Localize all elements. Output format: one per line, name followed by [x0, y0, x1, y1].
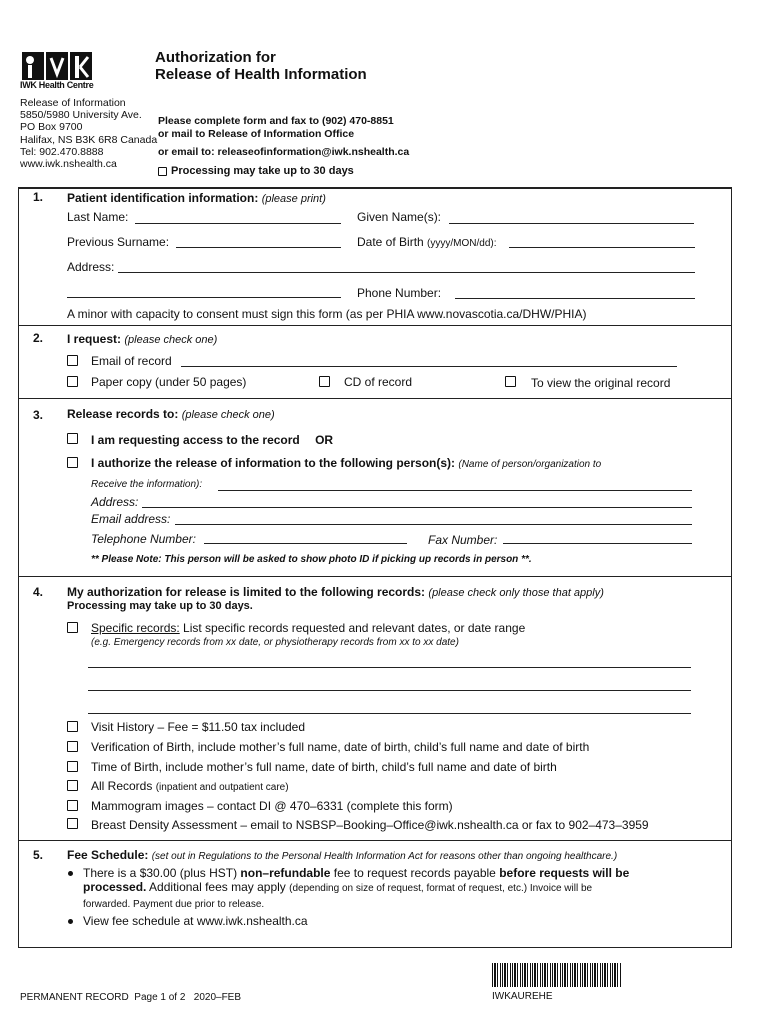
receive-info-field[interactable]: [218, 490, 692, 491]
fee-bullet-1: [83, 866, 683, 912]
visit-history-checkbox[interactable]: [67, 721, 78, 732]
recipient-address-field[interactable]: [142, 507, 692, 508]
recipient-email-field[interactable]: [175, 524, 692, 525]
logo-caption: IWK Health Centre: [20, 80, 94, 90]
fee-text: before requests will be: [499, 866, 630, 880]
time-of-birth-checkbox[interactable]: [67, 761, 78, 772]
cd-of-record-checkbox[interactable]: [319, 376, 330, 387]
title-line2: Release of Health Information: [155, 66, 367, 83]
section-divider: [18, 840, 732, 841]
fee-text: (depending on size of request, format of request, etc.) Invoice will be: [289, 883, 593, 894]
specific-records-text: List specific records requested and relevant dates, or date range: [183, 621, 526, 635]
view-original-checkbox[interactable]: [505, 376, 516, 387]
processing-checkbox[interactable]: [158, 167, 167, 176]
form-code: IWKAUREHE: [492, 991, 553, 1002]
section3-title-note: (please check one): [181, 409, 275, 421]
section5-title: [67, 848, 617, 862]
specific-records-line-2[interactable]: [88, 690, 691, 691]
instruction-line: Please complete form and fax to (902) 470-8851: [158, 115, 394, 127]
fee-bullet-2: View fee schedule at www.iwk.nshealth.ca: [83, 914, 308, 928]
address-block: [20, 97, 157, 170]
cd-of-record-label: CD of record: [344, 375, 413, 389]
verification-of-birth-label: Verification of Birth, include mother’s full name, date of birth, child’s full name and date of birth: [91, 740, 590, 754]
all-records-checkbox[interactable]: [67, 780, 78, 791]
iwk-logo-icon: [20, 48, 95, 82]
authorize-release-checkbox[interactable]: [67, 457, 78, 468]
specific-records-line-1[interactable]: [88, 667, 691, 668]
specific-records-label-text: Specific records:: [91, 621, 180, 635]
email-of-record-checkbox[interactable]: [67, 355, 78, 366]
fee-text: There is a $30.00 (plus HST): [83, 866, 241, 880]
section1-title-text: Patient identification information:: [67, 191, 259, 205]
self-access-label: [91, 433, 333, 447]
section-divider: [18, 325, 732, 326]
self-access-checkbox[interactable]: [67, 433, 78, 444]
section5-number: 5.: [33, 848, 44, 862]
email-of-record-label: Email of record: [91, 354, 172, 368]
section1-number: 1.: [33, 190, 44, 204]
section5-title-note: (set out in Regulations to the Personal Health Information Act for reasons other than ongoing healthcare.): [151, 851, 618, 862]
visit-history-label: Visit History – Fee = $11.50 tax included: [91, 720, 306, 734]
instructions: [158, 115, 409, 159]
dob-label: [357, 235, 497, 249]
verification-of-birth-checkbox[interactable]: [67, 741, 78, 752]
authorize-release-label: [91, 456, 601, 470]
address-line: PO Box 9700: [20, 121, 83, 134]
phone-field[interactable]: [455, 298, 695, 299]
section2-title: [67, 332, 217, 346]
minor-consent-note: A minor with capacity to consent must sign this form (as per PHIA www.novascotia.ca/DHW/PHIA): [67, 307, 587, 321]
recipient-address-label: Address:: [91, 495, 139, 509]
instruction-line: or mail to Release of Information Office: [158, 128, 355, 140]
instruction-line: or email to: releaseofinformation@iwk.nshealth.ca: [158, 146, 410, 158]
section2-title-note: (please check one): [124, 334, 218, 346]
address-line: Halifax, NS B3K 6R8 Canada: [20, 133, 158, 146]
photo-id-note: ** Please Note: This person will be asked to show photo ID if picking up records in person **.: [91, 554, 532, 565]
section4-title-note: (please check only those that apply): [428, 587, 604, 599]
section-divider: [18, 398, 732, 399]
recipient-telephone-field[interactable]: [204, 543, 407, 544]
self-access-text: I am requesting access to the record: [91, 433, 300, 447]
fee-text: non–refundable: [240, 866, 331, 880]
address-line: 5850/5980 University Ave.: [20, 109, 142, 122]
section4-title-text: My authorization for release is limited to the following records:: [67, 585, 426, 599]
specific-records-example: (e.g. Emergency records from xx date, or physiotherapy records from xx to xx date): [91, 637, 459, 648]
form-title: [155, 49, 367, 83]
mammogram-label: Mammogram images – contact DI @ 470–6331 (complete this form): [91, 799, 453, 813]
section4-number: 4.: [33, 585, 44, 599]
address-field-2[interactable]: [67, 297, 341, 298]
breast-density-label: Breast Density Assessment – email to NSBSP–Booking–Office@iwk.nshealth.ca or fax to 902–473–3959: [91, 818, 649, 832]
receive-info-label: Receive the information):: [91, 479, 203, 490]
form-frame: [18, 187, 732, 948]
specific-records-label: [91, 621, 525, 635]
section1-title: [67, 191, 326, 205]
breast-density-checkbox[interactable]: [67, 818, 78, 829]
all-records-label: [91, 779, 289, 793]
fee-text: fee to request records payable: [330, 866, 500, 880]
dob-field[interactable]: [509, 247, 695, 248]
title-line1: Authorization for: [155, 49, 276, 66]
recipient-fax-field[interactable]: [503, 543, 692, 544]
bullet-icon: [68, 871, 73, 876]
dob-text: Date of Birth: [357, 235, 424, 249]
section2-number: 2.: [33, 331, 44, 345]
paper-copy-label: Paper copy (under 50 pages): [91, 375, 247, 389]
email-of-record-field[interactable]: [181, 366, 677, 367]
all-records-text: All Records: [91, 779, 153, 793]
address-line: www.iwk.nshealth.ca: [20, 158, 117, 171]
mammogram-checkbox[interactable]: [67, 800, 78, 811]
fee-text: forwarded. Payment due prior to release.: [83, 899, 265, 910]
paper-copy-checkbox[interactable]: [67, 376, 78, 387]
last-name-field[interactable]: [135, 223, 341, 224]
section3-number: 3.: [33, 408, 44, 422]
view-original-label: To view the original record: [531, 376, 671, 390]
fee-text: processed.: [83, 880, 147, 894]
specific-records-line-3[interactable]: [88, 713, 691, 714]
recipient-fax-label: Fax Number:: [428, 533, 498, 547]
section3-title: [67, 407, 275, 421]
authorize-release-note: (Name of person/organization to: [458, 459, 602, 470]
section4-title: [67, 585, 604, 599]
given-names-label: Given Name(s):: [357, 210, 442, 224]
address-label: Address:: [67, 260, 115, 274]
given-names-field[interactable]: [449, 223, 694, 224]
all-records-note: (inpatient and outpatient care): [155, 782, 289, 793]
barcode: [492, 963, 622, 987]
phone-label: Phone Number:: [357, 286, 442, 300]
or-text: OR: [315, 433, 334, 447]
previous-surname-field[interactable]: [176, 247, 341, 248]
section3-title-text: Release records to:: [67, 407, 179, 421]
section1-title-note: (please print): [261, 193, 326, 205]
specific-records-checkbox[interactable]: [67, 622, 78, 633]
address-line: Tel: 902.470.8888: [20, 145, 104, 158]
section4-processing: Processing may take up to 30 days.: [67, 600, 253, 612]
last-name-label: Last Name:: [67, 210, 129, 224]
section2-title-text: I request:: [67, 332, 122, 346]
section-divider: [18, 576, 732, 577]
logo: [20, 48, 95, 94]
bullet-icon: [68, 919, 73, 924]
footer-page-info: PERMANENT RECORD Page 1 of 2 2020–FEB: [20, 992, 242, 1003]
time-of-birth-label: Time of Birth, include mother’s full name, date of birth, child’s full name and date of birth: [91, 760, 557, 774]
fee-text: Additional fees may apply: [146, 880, 290, 894]
previous-surname-label: Previous Surname:: [67, 235, 170, 249]
processing-note: Processing may take up to 30 days: [171, 165, 354, 177]
authorize-release-text: I authorize the release of information to the following person(s):: [91, 456, 456, 470]
dob-format: (yyyy/MON/dd):: [427, 238, 497, 249]
address-line: Release of Information: [20, 97, 126, 109]
recipient-telephone-label: Telephone Number:: [91, 532, 196, 546]
address-field-1[interactable]: [118, 272, 695, 273]
section5-title-text: Fee Schedule:: [67, 848, 149, 862]
recipient-email-label: Email address:: [91, 512, 171, 526]
